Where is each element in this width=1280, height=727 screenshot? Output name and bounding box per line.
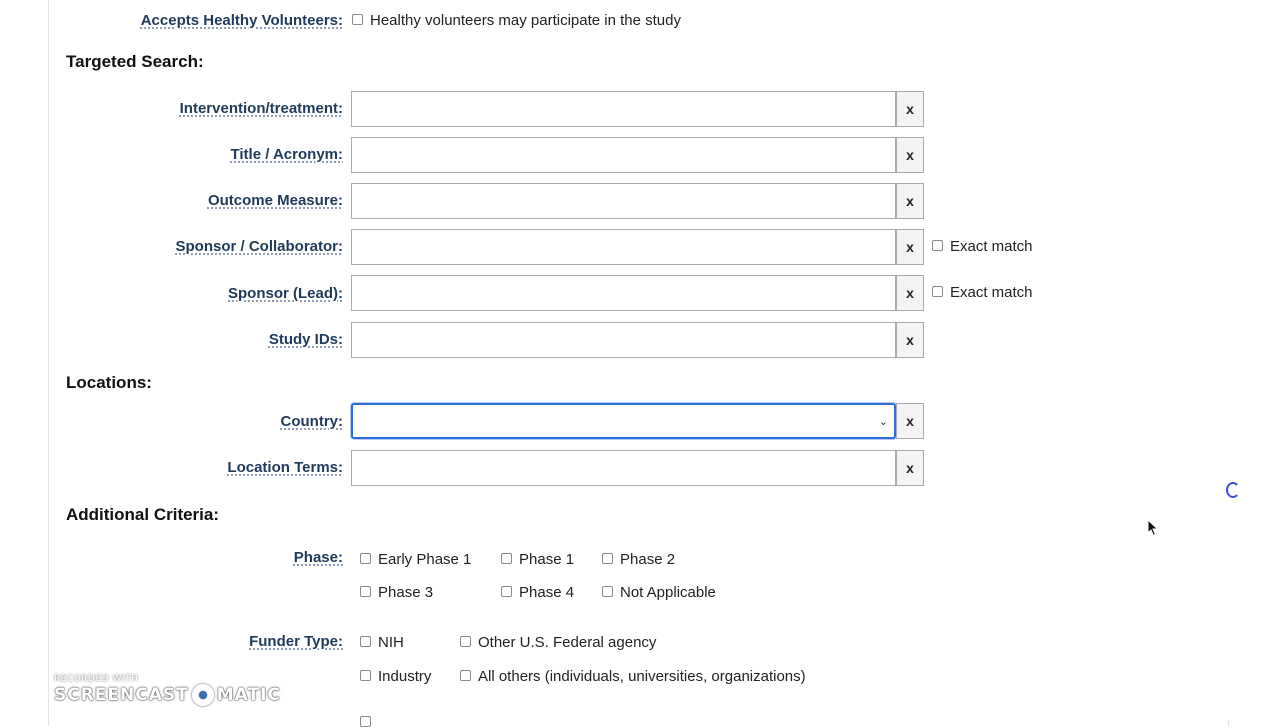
right-gutter [1228, 0, 1280, 720]
sponsor-lead-input[interactable] [351, 275, 896, 311]
phase-2-label: Phase 2 [620, 551, 676, 568]
targeted-search-heading: Targeted Search: [66, 52, 204, 71]
screencast-watermark [54, 674, 281, 706]
sponsor-lead-exact-label: Exact match [950, 284, 1033, 301]
phase-early-1-label: Early Phase 1 [378, 551, 472, 568]
healthy-volunteers-label: Accepts Healthy Volunteers: [140, 12, 343, 29]
funder-all-others-checkbox[interactable] [460, 670, 471, 681]
phase-3-checkbox[interactable] [360, 586, 371, 597]
sponsor-collaborator-exact-label: Exact match [950, 238, 1033, 255]
phase-1-label: Phase 1 [519, 551, 575, 568]
title-acronym-input[interactable] [351, 137, 896, 173]
outcome-measure-clear-button[interactable]: x [896, 183, 924, 219]
phase-2-checkbox[interactable] [602, 553, 613, 564]
location-terms-clear-button[interactable]: x [896, 450, 924, 486]
phase-early-1-checkbox[interactable] [360, 553, 371, 564]
location-terms-label: Location Terms: [227, 459, 343, 476]
phase-na-label: Not Applicable [620, 584, 716, 601]
chevron-down-icon: ⌄ [878, 416, 888, 428]
location-terms-input[interactable] [351, 450, 896, 486]
funder-other-federal-checkbox[interactable] [460, 636, 471, 647]
locations-heading: Locations: [66, 373, 152, 392]
sponsor-lead-label: Sponsor (Lead): [228, 285, 343, 302]
country-clear-button[interactable]: x [896, 403, 924, 439]
watermark-brand-left: SCREENCAST [54, 685, 189, 705]
sponsor-lead-exact-checkbox[interactable] [932, 286, 943, 297]
intervention-label: Intervention/treatment: [179, 100, 343, 117]
phase-4-checkbox[interactable] [501, 586, 512, 597]
funder-other-federal-label: Other U.S. Federal agency [478, 634, 657, 651]
funder-all-others-label: All others (individuals, universities, organizations) [478, 668, 806, 685]
country-select[interactable] [351, 403, 896, 439]
phase-1-checkbox[interactable] [501, 553, 512, 564]
outcome-measure-label: Outcome Measure: [207, 192, 343, 209]
watermark-recorded-with: RECORDED WITH [54, 674, 139, 684]
country-label: Country: [280, 413, 343, 430]
intervention-clear-button[interactable]: x [896, 91, 924, 127]
sponsor-lead-clear-button[interactable]: x [896, 275, 924, 311]
next-row-checkbox[interactable] [360, 716, 371, 727]
mouse-cursor-icon [1147, 519, 1159, 537]
sponsor-collaborator-clear-button[interactable]: x [896, 229, 924, 265]
healthy-volunteers-checkbox-label: Healthy volunteers may participate in the study [370, 12, 681, 29]
phase-na-checkbox[interactable] [602, 586, 613, 597]
funder-industry-label: Industry [378, 668, 432, 685]
watermark-brand-right: MATIC [216, 685, 281, 705]
study-ids-label: Study IDs: [268, 331, 343, 348]
study-ids-input[interactable] [351, 322, 896, 358]
funder-industry-checkbox[interactable] [360, 670, 371, 681]
funder-nih-label: NIH [378, 634, 404, 651]
title-acronym-label: Title / Acronym: [230, 146, 343, 163]
funder-nih-checkbox[interactable] [360, 636, 371, 647]
phase-4-label: Phase 4 [519, 584, 575, 601]
screencast-logo-icon [192, 684, 214, 706]
outcome-measure-input[interactable] [351, 183, 896, 219]
funder-type-label: Funder Type: [249, 633, 343, 650]
phase-label: Phase: [293, 549, 343, 566]
sponsor-collaborator-input[interactable] [351, 229, 896, 265]
phase-3-label: Phase 3 [378, 584, 434, 601]
sponsor-collaborator-label: Sponsor / Collaborator: [175, 238, 343, 255]
study-ids-clear-button[interactable]: x [896, 322, 924, 358]
intervention-input[interactable] [351, 91, 896, 127]
loading-spinner-icon [1226, 482, 1240, 498]
sponsor-collaborator-exact-checkbox[interactable] [932, 240, 943, 251]
title-acronym-clear-button[interactable]: x [896, 137, 924, 173]
healthy-volunteers-checkbox[interactable] [352, 14, 363, 25]
additional-criteria-heading: Additional Criteria: [66, 505, 220, 524]
